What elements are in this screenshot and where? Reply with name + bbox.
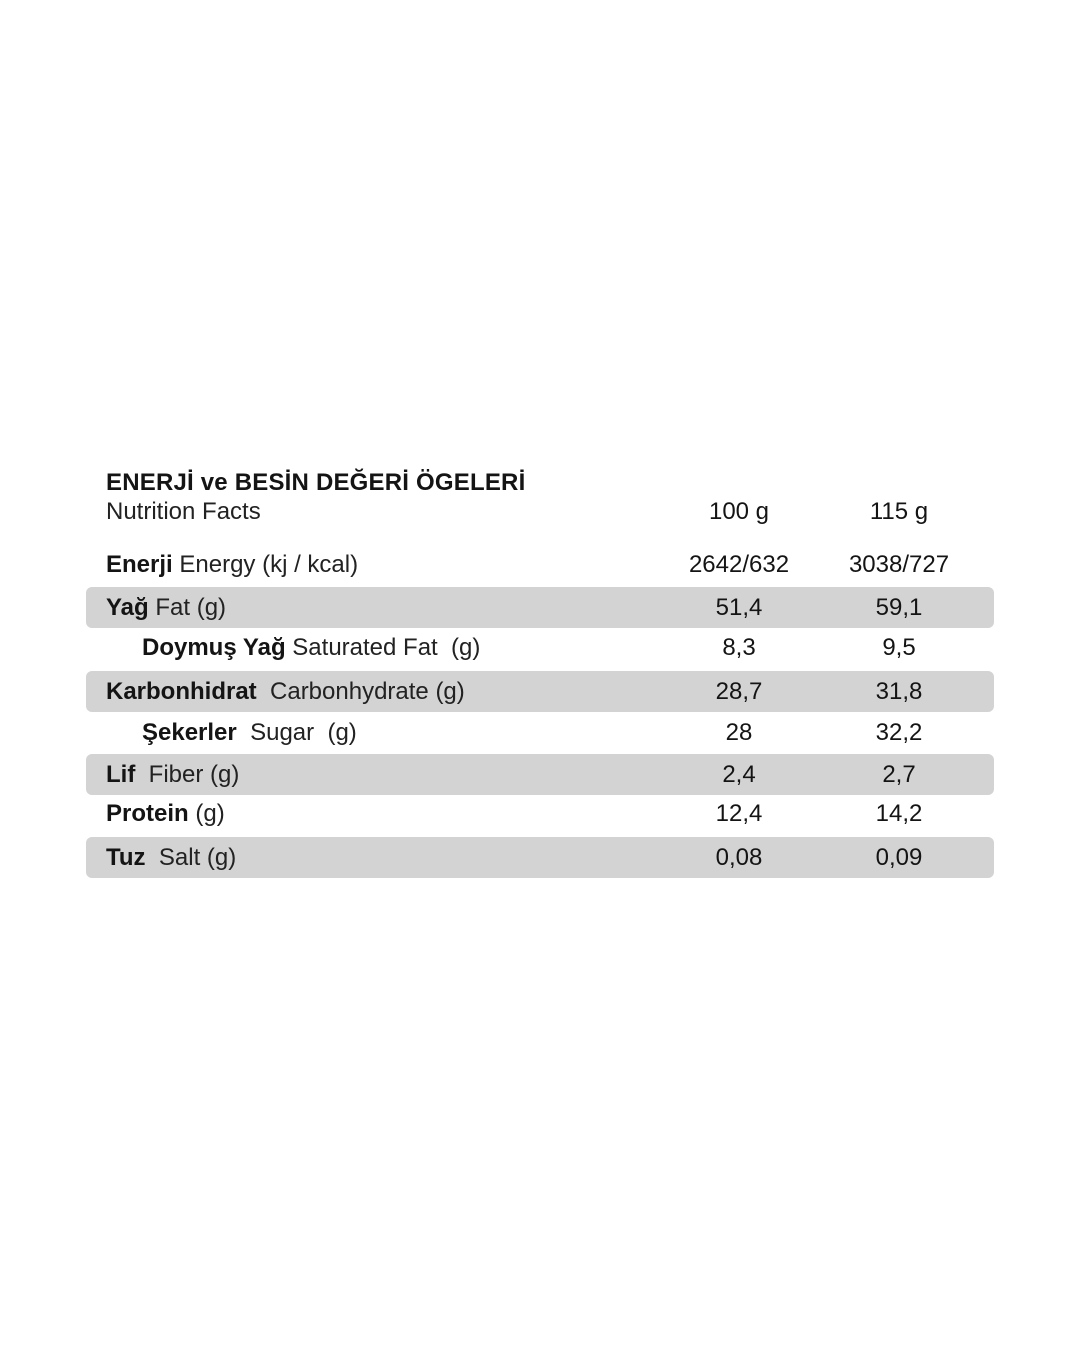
row-label-en: (g) xyxy=(188,799,225,827)
row-label-tr: Şekerler xyxy=(142,718,237,746)
table-row-saturated-fat xyxy=(86,627,994,668)
row-label-tr: Doymuş Yağ xyxy=(142,633,286,661)
value-115g: 59,1 xyxy=(875,593,923,621)
row-label-en: Fiber (g) xyxy=(135,760,240,788)
value-100g: 28,7 xyxy=(715,677,763,705)
table-row-salt xyxy=(86,837,994,878)
value-100g: 2642/632 xyxy=(688,550,790,578)
value-115g: 0,09 xyxy=(875,843,923,871)
row-label-en: Salt (g) xyxy=(145,843,237,871)
value-100g: 8,3 xyxy=(722,633,756,661)
table-subtitle: Nutrition Facts xyxy=(106,498,261,525)
row-label-en: Carbonhydrate (g) xyxy=(256,677,465,705)
value-115g: 3038/727 xyxy=(848,550,950,578)
row-label-tr: Karbonhidrat xyxy=(106,677,257,705)
value-100g: 12,4 xyxy=(715,799,763,827)
table-row-carbohydrate xyxy=(86,671,994,712)
row-label-en: Saturated Fat (g) xyxy=(285,633,481,661)
row-label-en: Energy (kj / kcal) xyxy=(172,550,359,578)
row-label-tr: Enerji xyxy=(106,550,173,578)
table-row-fiber xyxy=(86,754,994,795)
value-100g: 51,4 xyxy=(715,593,763,621)
row-label-tr: Tuz xyxy=(106,843,146,871)
table-row-protein xyxy=(86,793,994,834)
value-100g: 28 xyxy=(725,718,753,746)
table-row-sugar xyxy=(86,712,994,753)
row-label-tr: Lif xyxy=(106,760,136,788)
value-115g: 14,2 xyxy=(875,799,923,827)
table-title: ENERJİ ve BESİN DEĞERİ ÖGELERİ xyxy=(106,469,526,496)
table-row-energy xyxy=(86,544,994,585)
row-label-tr: Protein xyxy=(106,799,189,827)
column-header-100g: 100 g xyxy=(708,498,770,525)
value-115g: 32,2 xyxy=(875,718,923,746)
table-row-fat xyxy=(86,587,994,628)
value-115g: 31,8 xyxy=(875,677,923,705)
value-100g: 0,08 xyxy=(715,843,763,871)
value-115g: 2,7 xyxy=(882,760,916,788)
value-115g: 9,5 xyxy=(882,633,916,661)
row-label-en: Fat (g) xyxy=(148,593,227,621)
row-label-en: Sugar (g) xyxy=(236,718,357,746)
column-header-115g: 115 g xyxy=(869,498,929,525)
row-label-tr: Yağ xyxy=(106,593,149,621)
value-100g: 2,4 xyxy=(722,760,756,788)
